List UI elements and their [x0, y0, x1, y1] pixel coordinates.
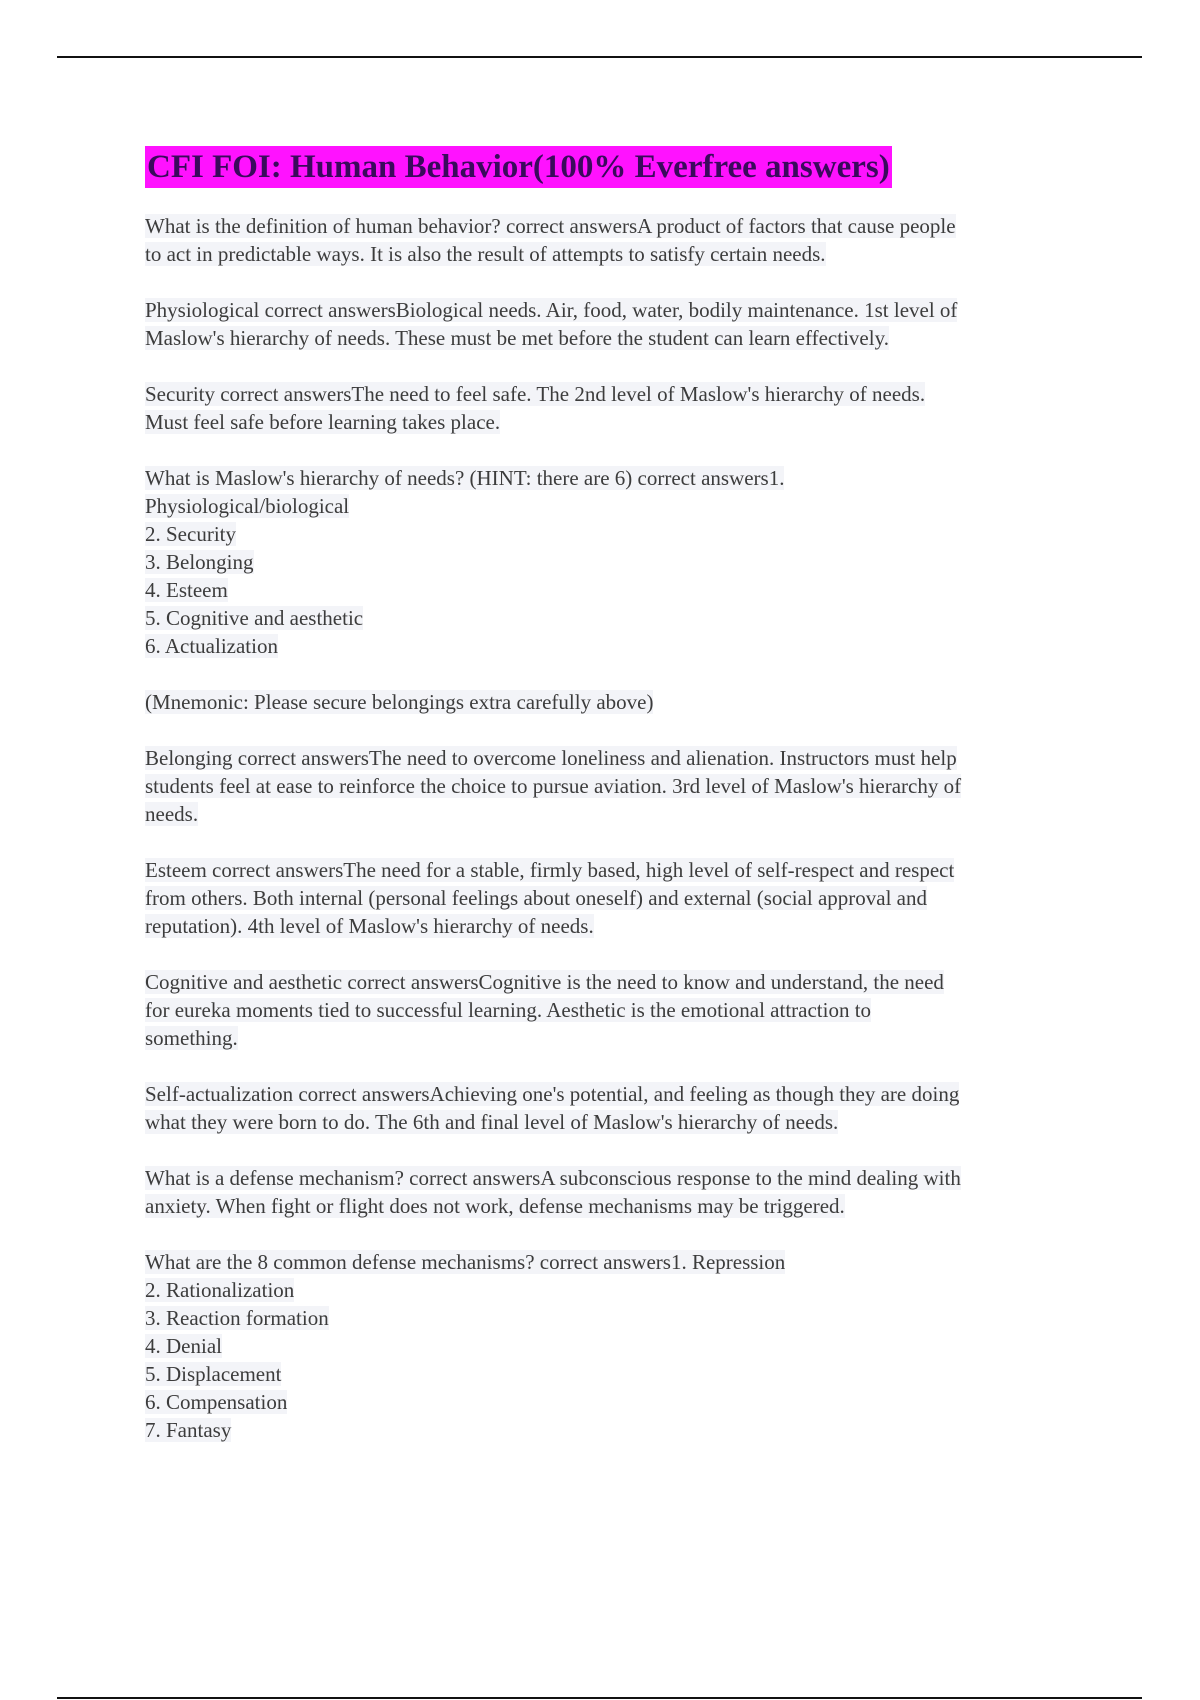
entry-line [145, 1276, 1095, 1304]
entry-line [145, 240, 1095, 268]
entry-line-text: Security correct answersThe need to feel safe. The 2nd level of Maslow's hierarchy of needs. [145, 382, 926, 406]
entry-line-text: Cognitive and aesthetic correct answersCognitive is the need to know and understand, the need [145, 970, 944, 994]
entry-line [145, 1416, 1095, 1444]
entry-line [145, 968, 1095, 996]
entry-line-text: 2. Rationalization [145, 1278, 295, 1302]
entry-line-text: Physiological/biological [145, 494, 350, 518]
qa-entry [145, 296, 1095, 352]
qa-entry [145, 1080, 1095, 1136]
entry-line-text: 7. Fantasy [145, 1418, 232, 1442]
entry-line [145, 1108, 1095, 1136]
entry-line [145, 1024, 1095, 1052]
entry-line-text: Belonging correct answersThe need to overcome loneliness and alienation. Instructors must help [145, 746, 957, 770]
entry-line [145, 296, 1095, 324]
entry-line-text: 4. Esteem [145, 578, 228, 602]
entry-line [145, 1192, 1095, 1220]
qa-entry [145, 1164, 1095, 1220]
entry-line [145, 604, 1095, 632]
qa-entry [145, 464, 1095, 660]
qa-entry [145, 212, 1095, 268]
entry-line-text: needs. [145, 802, 199, 826]
qa-entry [145, 688, 1095, 716]
entry-line-text: what they were born to do. The 6th and final level of Maslow's hierarchy of needs. [145, 1110, 839, 1134]
entry-line-text: What is the definition of human behavior? correct answersA product of factors that cause people [145, 214, 956, 238]
entry-line-text: students feel at ease to reinforce the choice to pursue aviation. 3rd level of Maslow's hierarchy of [145, 774, 962, 798]
bottom-rule [57, 1697, 1142, 1699]
entry-line-text: Self-actualization correct answersAchieving one's potential, and feeling as though they are doing [145, 1082, 960, 1106]
entry-line [145, 324, 1095, 352]
entry-line-text: 4. Denial [145, 1334, 222, 1358]
qa-entry [145, 380, 1095, 436]
entry-line [145, 1248, 1095, 1276]
entry-line [145, 1080, 1095, 1108]
entry-line-text: from others. Both internal (personal feelings about oneself) and external (social approval and [145, 886, 927, 910]
entries-list [145, 212, 1095, 1444]
entry-line-text: Physiological correct answersBiological needs. Air, food, water, bodily maintenance. 1st level of [145, 298, 958, 322]
entry-line-text: for eureka moments tied to successful learning. Aesthetic is the emotional attraction to [145, 998, 872, 1022]
entry-line [145, 464, 1095, 492]
document-body [145, 146, 1095, 1472]
entry-line-text: What are the 8 common defense mechanisms? correct answers1. Repression [145, 1250, 786, 1274]
entry-line [145, 744, 1095, 772]
entry-line [145, 996, 1095, 1024]
entry-line [145, 380, 1095, 408]
entry-line-text: What is Maslow's hierarchy of needs? (HINT: there are 6) correct answers1. [145, 466, 785, 490]
entry-line [145, 1332, 1095, 1360]
qa-entry [145, 1248, 1095, 1444]
qa-entry [145, 968, 1095, 1052]
entry-line [145, 800, 1095, 828]
entry-line [145, 1164, 1095, 1192]
entry-line [145, 212, 1095, 240]
entry-line [145, 1388, 1095, 1416]
entry-line [145, 772, 1095, 800]
entry-line-text: reputation). 4th level of Maslow's hierarchy of needs. [145, 914, 594, 938]
entry-line-text: Maslow's hierarchy of needs. These must be met before the student can learn effectively. [145, 326, 889, 350]
entry-line [145, 548, 1095, 576]
entry-line [145, 856, 1095, 884]
qa-entry [145, 856, 1095, 940]
entry-line [145, 492, 1095, 520]
entry-line-text: 3. Reaction formation [145, 1306, 329, 1330]
entry-line [145, 632, 1095, 660]
entry-line [145, 912, 1095, 940]
entry-line [145, 520, 1095, 548]
entry-line-text: to act in predictable ways. It is also the result of attempts to satisfy certain needs. [145, 242, 826, 266]
entry-line-text: 6. Actualization [145, 634, 278, 658]
top-rule [57, 56, 1142, 58]
document-title: CFI FOI: Human Behavior(100% Everfree answers) [145, 146, 892, 188]
entry-line-text: What is a defense mechanism? correct answersA subconscious response to the mind dealing with [145, 1166, 961, 1190]
entry-line-text: 5. Cognitive and aesthetic [145, 606, 364, 630]
entry-line-text: anxiety. When fight or flight does not work, defense mechanisms may be triggered. [145, 1194, 845, 1218]
entry-line [145, 1304, 1095, 1332]
entry-line-text: something. [145, 1026, 238, 1050]
entry-line-text: 2. Security [145, 522, 236, 546]
entry-line-text: (Mnemonic: Please secure belongings extra carefully above) [145, 690, 654, 714]
entry-line [145, 688, 1095, 716]
entry-line [145, 1360, 1095, 1388]
entry-line [145, 408, 1095, 436]
entry-line-text: 3. Belonging [145, 550, 254, 574]
entry-line-text: Must feel safe before learning takes place. [145, 410, 501, 434]
entry-line [145, 576, 1095, 604]
entry-line-text: Esteem correct answersThe need for a stable, firmly based, high level of self-respect and respect [145, 858, 955, 882]
qa-entry [145, 744, 1095, 828]
entry-line-text: 5. Displacement [145, 1362, 282, 1386]
entry-line [145, 884, 1095, 912]
entry-line-text: 6. Compensation [145, 1390, 288, 1414]
